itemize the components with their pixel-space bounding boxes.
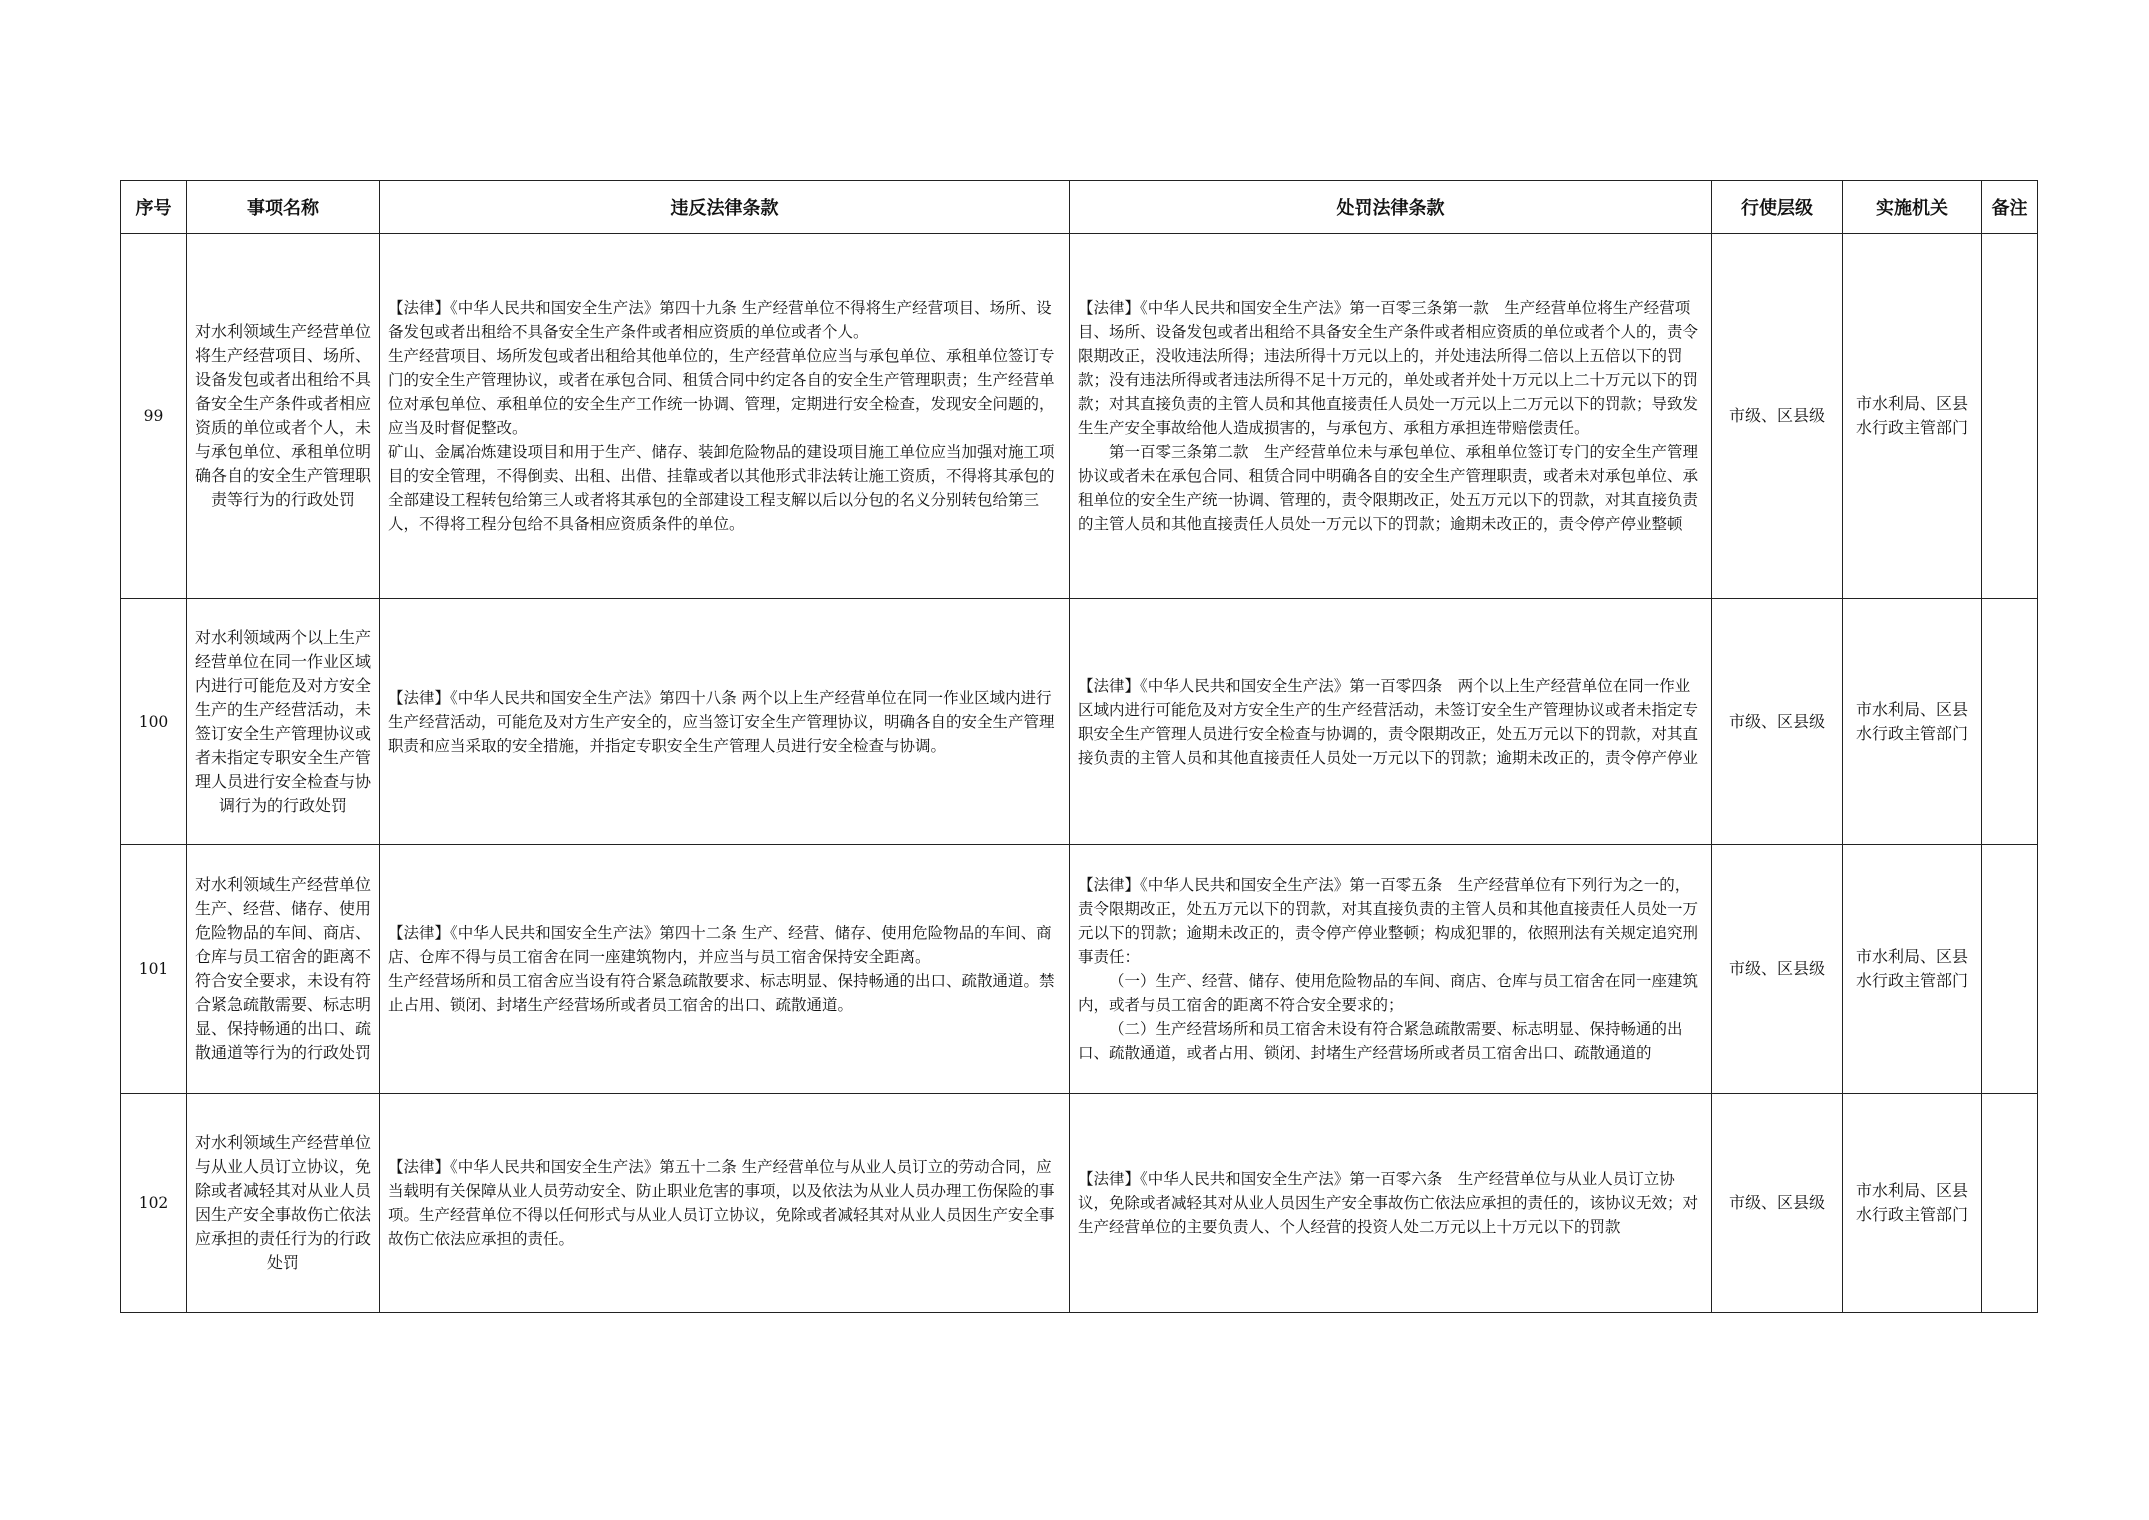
row-agency: 市水利局、区县水行政主管部门 <box>1843 845 1982 1094</box>
row-remark <box>1982 234 2038 599</box>
row-agency: 市水利局、区县水行政主管部门 <box>1843 1094 1982 1313</box>
row-agency: 市水利局、区县水行政主管部门 <box>1843 234 1982 599</box>
row-item-name: 对水利领域生产经营单位生产、经营、储存、使用危险物品的车间、商店、仓库与员工宿舍的距离不符合安全要求，未设有符合紧急疏散需要、标志明显、保持畅通的出口、疏散通道等行为的行政处罚 <box>187 845 380 1094</box>
row-seq: 99 <box>121 234 187 599</box>
clause-paragraph: （一）生产、经营、储存、使用危险物品的车间、商店、仓库与员工宿舍在同一座建筑内，或者与员工宿舍的距离不符合安全要求的； <box>1078 972 1699 1014</box>
row-level: 市级、区县级 <box>1712 599 1843 845</box>
header-row <box>121 181 2038 234</box>
row-remark <box>1982 1094 2038 1313</box>
row-violation-clause <box>380 234 1070 599</box>
row-item-name: 对水利领域生产经营单位与从业人员订立协议，免除或者减轻其对从业人员因生产安全事故伤亡依法应承担的责任行为的行政处罚 <box>187 1094 380 1313</box>
row-penalty-clause <box>1070 845 1712 1094</box>
row-seq: 101 <box>121 845 187 1094</box>
row-penalty-clause <box>1070 234 1712 599</box>
table-row <box>121 599 2038 845</box>
header-agency: 实施机关 <box>1843 181 1982 234</box>
clause-paragraph: 【法律】《中华人民共和国安全生产法》第一百零五条 生产经营单位有下列行为之一的，责令限期改正，处五万元以下的罚款，对其直接负责的主管人员和其他直接责任人员处一万元以下的罚款；逾期未改正的，责令停产停业整顿；构成犯罪的，依照刑法有关规定追究刑事责任： <box>1078 876 1699 966</box>
header-seq: 序号 <box>121 181 187 234</box>
row-violation-clause <box>380 845 1070 1094</box>
clause-paragraph: 【法律】《中华人民共和国安全生产法》第四十二条 生产、经营、储存、使用危险物品的车间、商店、仓库不得与员工宿舍在同一座建筑物内，并应当与员工宿舍保持安全距离。 <box>388 924 1052 966</box>
header-remark: 备注 <box>1982 181 2038 234</box>
clause-paragraph: 【法律】《中华人民共和国安全生产法》第一百零六条 生产经营单位与从业人员订立协议，免除或者减轻其对从业人员因生产安全事故伤亡依法应承担的责任的，该协议无效；对生产经营单位的主要负责人、个人经营的投资人处二万元以上十万元以下的罚款 <box>1078 1170 1699 1236</box>
row-seq: 102 <box>121 1094 187 1313</box>
row-violation-clause <box>380 1094 1070 1313</box>
header-level: 行使层级 <box>1712 181 1843 234</box>
clause-paragraph: 【法律】《中华人民共和国安全生产法》第四十八条 两个以上生产经营单位在同一作业区域内进行生产经营活动，可能危及对方生产安全的，应当签订安全生产管理协议，明确各自的安全生产管理职责和应当采取的安全措施，并指定专职安全生产管理人员进行安全检查与协调。 <box>388 688 1055 755</box>
row-level: 市级、区县级 <box>1712 234 1843 599</box>
clause-paragraph: 第一百零三条第二款 生产经营单位未与承包单位、承租单位签订专门的安全生产管理协议或者未在承包合同、租赁合同中明确各自的安全生产管理职责，或者未对承包单位、承租单位的安全生产统一协调、管理的，责令限期改正，处五万元以下的罚款，对其直接负责的主管人员和其他直接责任人员处一万元以下的罚款；逾期未改正的，责令停产停业整顿 <box>1078 443 1699 533</box>
row-level: 市级、区县级 <box>1712 845 1843 1094</box>
clause-paragraph: 生产经营场所和员工宿舍应当设有符合紧急疏散要求、标志明显、保持畅通的出口、疏散通道。禁止占用、锁闭、封堵生产经营场所或者员工宿舍的出口、疏散通道。 <box>388 972 1055 1014</box>
header-violation-clause: 违反法律条款 <box>380 181 1070 234</box>
clause-paragraph: 矿山、金属冶炼建设项目和用于生产、储存、装卸危险物品的建设项目施工单位应当加强对施工项目的安全管理，不得倒卖、出租、出借、挂靠或者以其他形式非法转让施工资质，不得将其承包的全部建设工程转包给第三人或者将其承包的全部建设工程支解以后以分包的名义分别转包给第三人，不得将工程分包给不具备相应资质条件的单位。 <box>388 443 1055 533</box>
penalty-items-table <box>120 180 2038 1313</box>
header-penalty-clause: 处罚法律条款 <box>1070 181 1712 234</box>
clause-paragraph: 【法律】《中华人民共和国安全生产法》第一百零四条 两个以上生产经营单位在同一作业区域内进行可能危及对方安全生产的生产经营活动，未签订安全生产管理协议或者未指定专职安全生产管理人员进行安全检查与协调的，责令限期改正，处五万元以下的罚款，对其直接负责的主管人员和其他直接责任人员处一万元以下的罚款；逾期未改正的，责令停产停业 <box>1078 676 1699 767</box>
row-penalty-clause <box>1070 599 1712 845</box>
row-item-name: 对水利领域生产经营单位将生产经营项目、场所、设备发包或者出租给不具备安全生产条件或者相应资质的单位或者个人，未与承包单位、承租单位明确各自的安全生产管理职责等行为的行政处罚 <box>187 234 380 599</box>
row-agency: 市水利局、区县水行政主管部门 <box>1843 599 1982 845</box>
table-row <box>121 1094 2038 1313</box>
row-remark <box>1982 599 2038 845</box>
table-row <box>121 234 2038 599</box>
header-item-name: 事项名称 <box>187 181 380 234</box>
row-level: 市级、区县级 <box>1712 1094 1843 1313</box>
clause-paragraph: 【法律】《中华人民共和国安全生产法》第四十九条 生产经营单位不得将生产经营项目、场所、设备发包或者出租给不具备安全生产条件或者相应资质的单位或者个人。 <box>388 299 1052 341</box>
table-row <box>121 845 2038 1094</box>
clause-paragraph: 生产经营项目、场所发包或者出租给其他单位的，生产经营单位应当与承包单位、承租单位签订专门的安全生产管理协议，或者在承包合同、租赁合同中约定各自的安全生产管理职责；生产经营单位对承包单位、承租单位的安全生产工作统一协调、管理，定期进行安全检查，发现安全问题的，应当及时督促整改。 <box>388 347 1055 437</box>
row-item-name: 对水利领域两个以上生产经营单位在同一作业区域内进行可能危及对方安全生产的生产经营活动，未签订安全生产管理协议或者未指定专职安全生产管理人员进行安全检查与协调行为的行政处罚 <box>187 599 380 845</box>
clause-paragraph: （二）生产经营场所和员工宿舍未设有符合紧急疏散需要、标志明显、保持畅通的出口、疏散通道，或者占用、锁闭、封堵生产经营场所或者员工宿舍出口、疏散通道的 <box>1078 1020 1683 1062</box>
clause-paragraph: 【法律】《中华人民共和国安全生产法》第五十二条 生产经营单位与从业人员订立的劳动合同，应当载明有关保障从业人员劳动安全、防止职业危害的事项，以及依法为从业人员办理工伤保险的事项。生产经营单位不得以任何形式与从业人员订立协议，免除或者减轻其对从业人员因生产安全事故伤亡依法应承担的责任。 <box>388 1158 1055 1248</box>
row-remark <box>1982 845 2038 1094</box>
row-penalty-clause <box>1070 1094 1712 1313</box>
row-seq: 100 <box>121 599 187 845</box>
row-violation-clause <box>380 599 1070 845</box>
clause-paragraph: 【法律】《中华人民共和国安全生产法》第一百零三条第一款 生产经营单位将生产经营项目、场所、设备发包或者出租给不具备安全生产条件或者相应资质的单位或者个人的，责令限期改正，没收违法所得；违法所得十万元以上的，并处违法所得二倍以上五倍以下的罚款；没有违法所得或者违法所得不足十万元的，单处或者并处十万元以上二十万元以下的罚款；对其直接负责的主管人员和其他直接责任人员处一万元以上二万元以下的罚款；导致发生生产安全事故给他人造成损害的，与承包方、承租方承担连带赔偿责任。 <box>1078 299 1699 437</box>
